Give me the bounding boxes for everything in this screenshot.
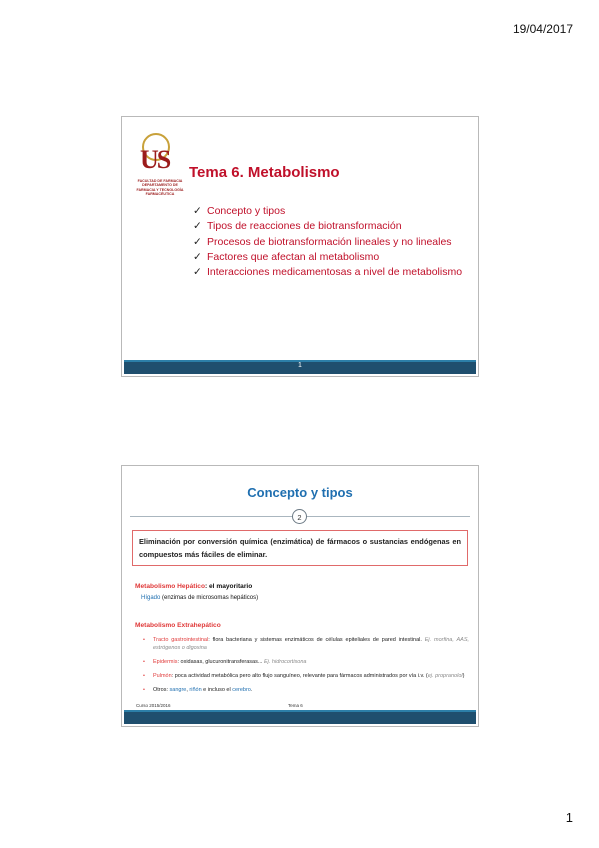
hepatic-sep: : — [204, 583, 210, 590]
bullet-icon: • — [143, 673, 145, 679]
slide-number: 1 — [298, 362, 302, 369]
slide-footer-bar — [124, 362, 476, 374]
item-term: Pulmón — [153, 673, 172, 679]
agenda-item-label: Procesos de biotransformación lineales y no lineales — [207, 235, 452, 248]
bullet-icon: • — [143, 659, 145, 665]
item-text: : flora bacteriana y sistemas enzimáticos de células epiteliales de pared intestinal. — [208, 637, 425, 643]
footer-course: Curso 2015/2016 — [136, 703, 171, 708]
hepatic-label: Metabolismo Hepático — [135, 583, 205, 590]
list-item — [143, 672, 469, 680]
logo-caption — [130, 179, 190, 196]
logo-monogram: US — [140, 145, 170, 174]
item-end: . — [250, 687, 253, 693]
slide-title: Tema 6. Metabolismo — [189, 164, 340, 181]
liver-label: Hígado — [141, 595, 161, 601]
item-sep: , — [186, 687, 190, 693]
agenda-item-label: Tipos de reacciones de biotransformación — [207, 220, 402, 233]
definition-box: Eliminación por conversión química (enzimática) de fármacos o sustancias endógenas en compuestos más fáciles de eliminar. — [132, 530, 468, 566]
hepatic-line — [135, 583, 252, 590]
list-item — [143, 636, 469, 652]
item-text-after: ) — [462, 673, 465, 679]
item-text-mid: e incluso el — [201, 687, 233, 693]
footer-topic: Tema 6 — [288, 703, 303, 708]
extrahepatic-list — [143, 636, 469, 700]
logo-caption-line: DEPARTAMENTO DE — [142, 183, 178, 188]
slide-footer-bar — [124, 712, 476, 724]
agenda-item — [193, 265, 462, 280]
page-number: 1 — [565, 810, 573, 825]
item-term: Epidermis — [153, 659, 178, 665]
item-example: Ej. morfina, AAS, estrógenos o digoxina — [153, 637, 470, 651]
agenda-item-label: Concepto y tipos — [207, 205, 286, 217]
item-blue-term: riñón — [189, 687, 202, 693]
agenda-item — [193, 235, 462, 250]
logo-caption-line: FARMACIA Y TECNOLOGÍA — [136, 187, 184, 192]
item-text: : poca actividad metabólica pero alto flujo sanguíneo, relevante para fármacos administrados por vía i.v. ( — [171, 673, 428, 679]
item-example: Ej. hidrocortisona — [263, 659, 307, 665]
item-term: Tracto gastrointestinal — [153, 637, 209, 643]
hepatic-desc: el mayoritario — [209, 583, 253, 590]
slide-title: Concepto y tipos — [247, 485, 353, 500]
check-icon: ✓ — [193, 220, 202, 233]
check-icon: ✓ — [193, 205, 202, 217]
liver-desc: (enzimas de microsomas hepáticos) — [160, 595, 259, 601]
extrahepatic-heading: Metabolismo Extrahepático — [135, 622, 221, 629]
slide-1 — [121, 116, 479, 377]
item-text: : oxidasas, glucuronitransferasas... — [177, 659, 264, 665]
slide-2 — [121, 465, 479, 727]
bullet-icon: • — [143, 687, 145, 693]
page-date: 19/04/2017 — [512, 22, 573, 36]
university-logo — [130, 131, 182, 197]
item-text: Otros: — [153, 687, 170, 693]
agenda-item-label: Factores que afectan al metabolismo — [207, 250, 380, 263]
list-item — [143, 658, 469, 666]
bullet-icon: • — [143, 637, 145, 643]
agenda-item — [193, 219, 462, 234]
agenda-item — [193, 250, 462, 265]
check-icon: ✓ — [193, 235, 202, 248]
liver-line — [141, 595, 258, 601]
list-item — [143, 686, 469, 694]
item-example: ej. propranolol — [427, 673, 463, 679]
agenda-list — [193, 204, 462, 280]
logo-caption-line: FARMACÉUTICA — [145, 191, 175, 196]
agenda-item — [193, 204, 462, 219]
agenda-item-label: Interacciones medicamentosas a nivel de metabolismo — [207, 266, 463, 279]
check-icon: ✓ — [193, 250, 202, 263]
slide-number-badge: 2 — [292, 509, 307, 524]
item-blue-term: cerebro — [232, 687, 251, 693]
item-blue-term: sangre — [169, 687, 187, 693]
check-icon: ✓ — [193, 266, 202, 279]
logo-caption-line: FACULTAD DE FARMACIA — [137, 179, 183, 183]
